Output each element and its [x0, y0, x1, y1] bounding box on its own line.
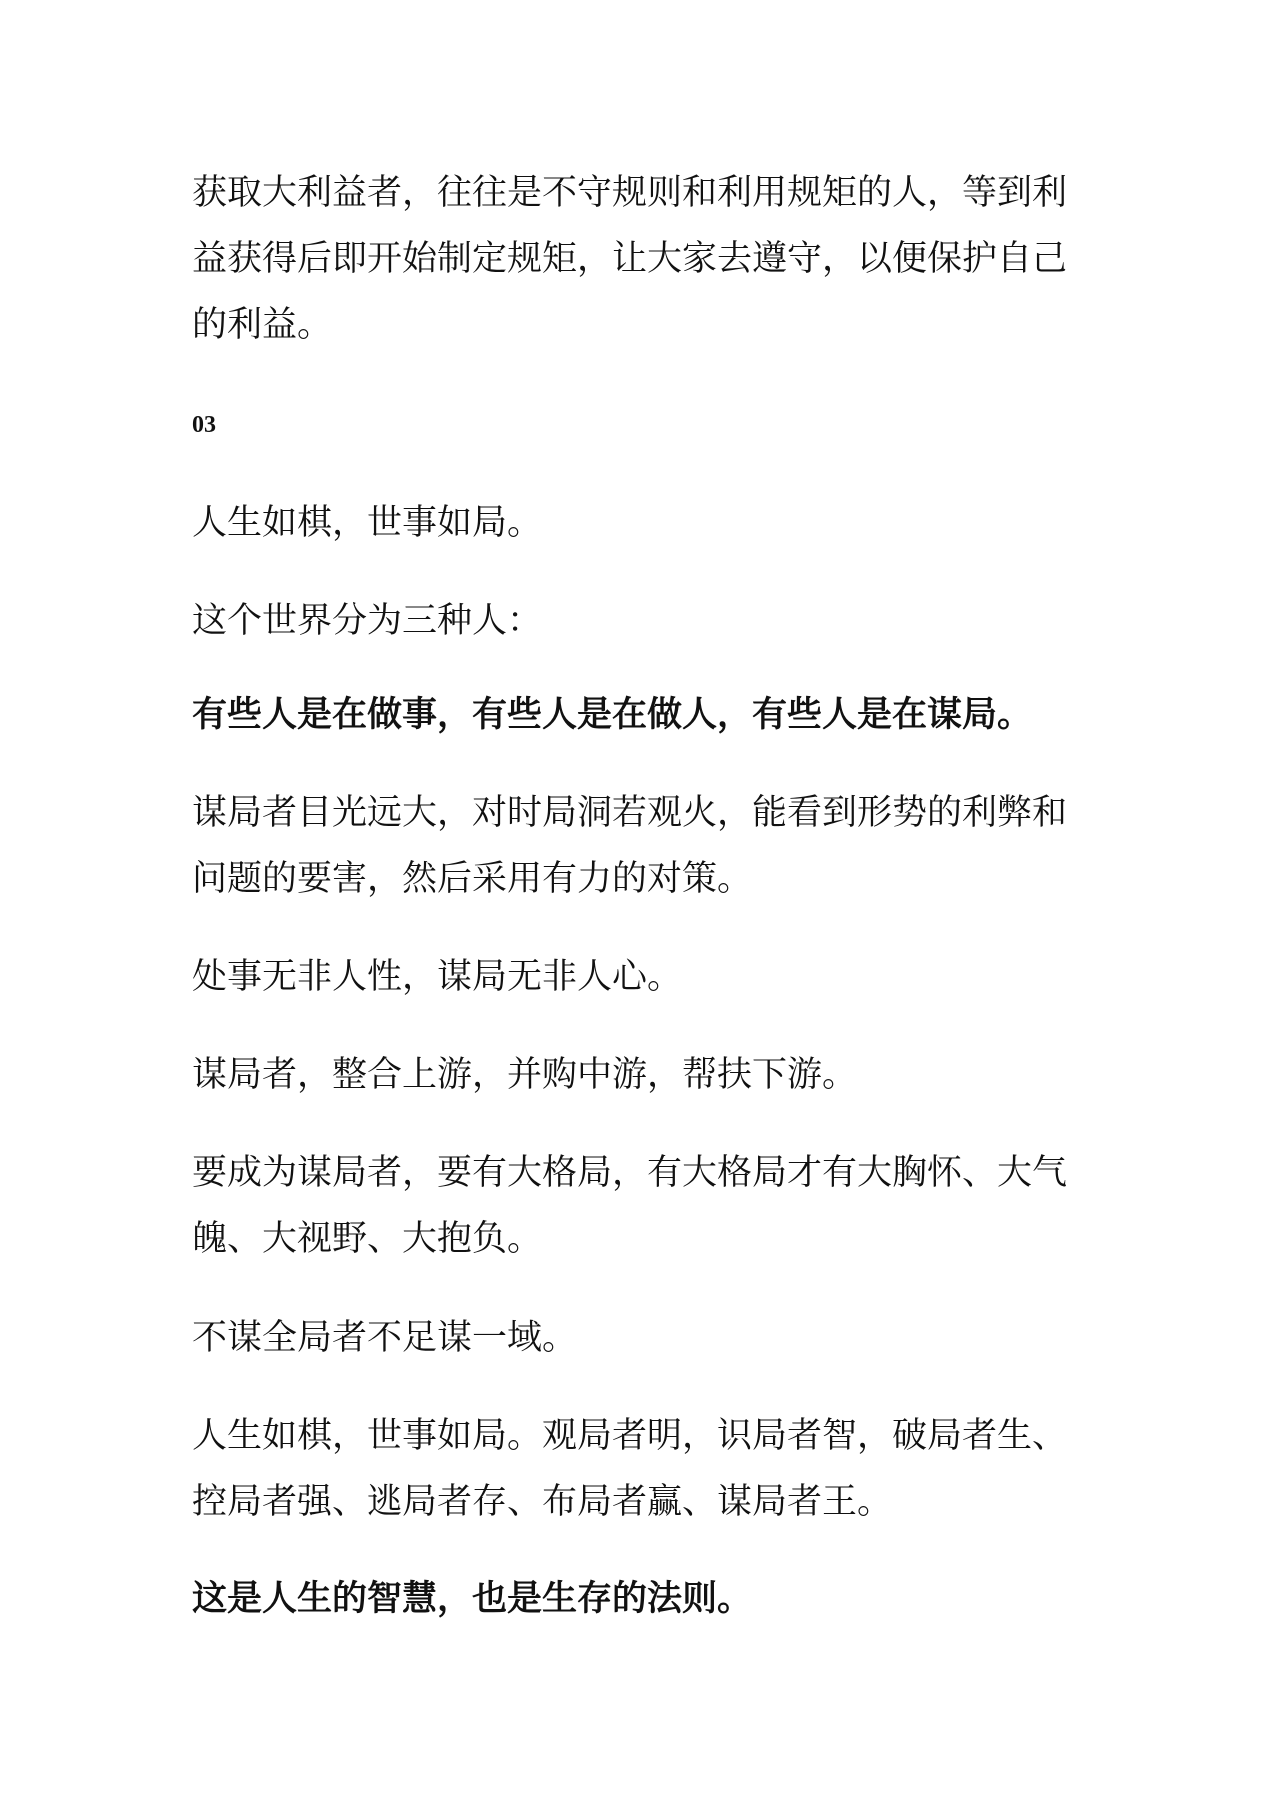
- section-number: 03: [192, 412, 216, 438]
- paragraph-life-like-chess: 人生如棋，世事如局。: [192, 503, 543, 543]
- paragraph-integration: 谋局者，整合上游，并购中游，帮扶下游。: [192, 1055, 858, 1095]
- paragraph-observe-situation: 人生如棋，世事如局。观局者明，识局者智，破局者生、控局者强、逃局者存、布局者赢、谋局者王。: [192, 1416, 1068, 1522]
- paragraph-human-nature: 处事无非人性，谋局无非人心。: [192, 957, 683, 997]
- paragraph-intro: 获取大利益者，往往是不守规则和利用规矩的人，等到利益获得后即开始制定规矩，让大家去遵守，以便保护自己的利益。: [192, 173, 1068, 345]
- paragraph-wisdom-bold: 这是人生的智慧，也是生存的法则。: [192, 1579, 753, 1619]
- paragraph-three-kinds: 这个世界分为三种人：: [192, 601, 543, 641]
- paragraph-big-pattern: 要成为谋局者，要有大格局，有大格局才有大胸怀、大气魄、大视野、大抱负。: [192, 1153, 1068, 1259]
- paragraph-strategist-vision: 谋局者目光远大，对时局洞若观火，能看到形势的利弊和问题的要害，然后采用有力的对策。: [192, 793, 1068, 899]
- paragraph-whole-situation: 不谋全局者不足谋一域。: [192, 1318, 578, 1358]
- paragraph-three-kinds-bold: 有些人是在做事，有些人是在做人，有些人是在谋局。: [192, 695, 1033, 735]
